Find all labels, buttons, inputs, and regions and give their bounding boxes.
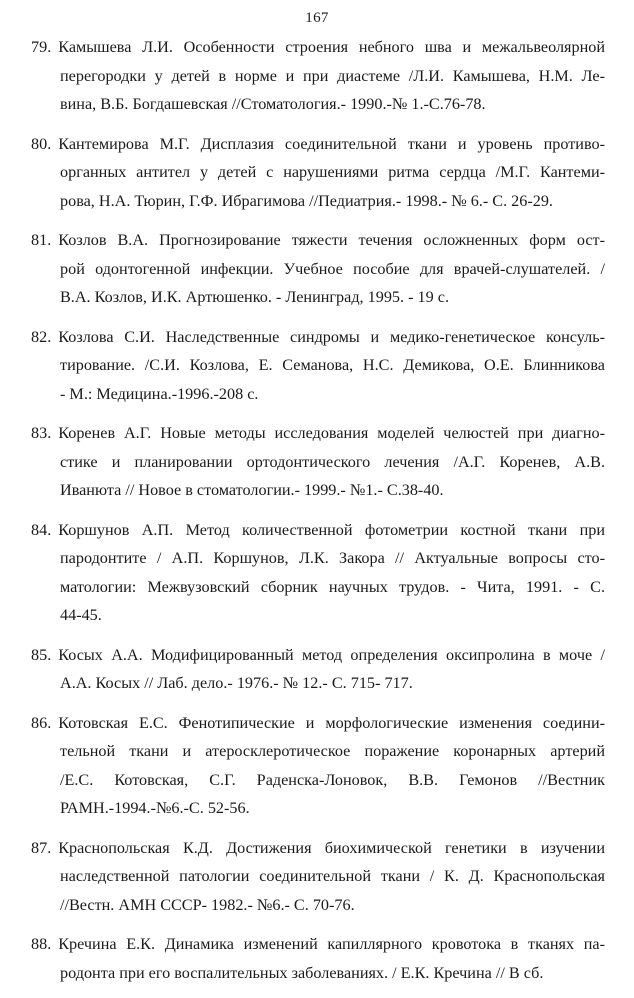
reference-text: Коренев А.Г. Новые методы исследования моделей челюстей при диагно-: [58, 424, 605, 442]
reference-entry: [31, 516, 605, 630]
reference-text: Краснопольская К.Д. Достижения биохимической генетики в изучении: [58, 838, 605, 857]
reference-number: 87.: [31, 838, 52, 857]
reference-first-line: [31, 226, 605, 255]
reference-continuation-line: тирование. /С.И. Козлова, Е. Семанова, Н.С. Демикова, О.Е. Блинникова: [60, 356, 605, 374]
reference-continuation-line: 44-45.: [60, 606, 102, 624]
reference-text: Кречина Е.К. Динамика изменений капиллярного кровотока в тканях па-: [58, 935, 605, 953]
reference-first-line: [31, 419, 605, 448]
reference-number: 84.: [31, 520, 52, 539]
reference-text: Котовская Е.С. Фенотипические и морфологические изменения соедини-: [58, 713, 605, 732]
reference-continuation-line: пародонтите / А.П. Коршунов, Л.К. Закора // Актуальные вопросы сто-: [60, 549, 605, 567]
reference-text: Косых А.А. Модифицированный метод определения оксипролина в моче /: [58, 645, 605, 664]
reference-first-line: [31, 930, 605, 959]
reference-continuation-line: матологии: Межвузовский сборник научных трудов. - Чита, 1991. - С.: [60, 577, 605, 596]
reference-first-line: [31, 33, 605, 62]
reference-first-line: [31, 641, 605, 670]
reference-number: 86.: [31, 713, 52, 732]
reference-number: 81.: [31, 231, 52, 249]
reference-number: 85.: [31, 645, 52, 664]
reference-text: Коршунов А.П. Метод количественной фотометрии костной ткани при: [58, 520, 605, 539]
reference-continuation-line: стике и планировании ортодонтического лечения /А.Г. Коренев, А.В.: [60, 452, 605, 471]
reference-continuation-line: - М.: Медицина.-1996.-208 с.: [60, 384, 259, 403]
reference-continuation-line: РАМН.-1994.-№6.-С. 52-56.: [60, 799, 250, 817]
reference-first-line: [31, 709, 605, 738]
reference-text: Камышева Л.И. Особенности строения небного шва и межальвеолярной: [58, 38, 605, 56]
page-number: 167: [305, 10, 329, 26]
reference-entry: [31, 419, 605, 505]
reference-text: Козлова С.И. Наследственные синдромы и медико-генетическое консуль-: [58, 327, 605, 346]
reference-entry: [31, 130, 605, 216]
reference-number: 80.: [31, 134, 52, 153]
reference-entry: [31, 930, 605, 987]
reference-entry: [31, 641, 605, 698]
reference-first-line: [31, 516, 605, 545]
reference-continuation-line: наследственной патологии соединительной ткани / К. Д. Краснопольская: [60, 867, 605, 885]
reference-number: 88.: [31, 935, 52, 953]
reference-continuation-line: вина, В.Б. Богдашевская //Стоматология.- 1990.-№ 1.-С.76-78.: [60, 95, 486, 113]
reference-list: [31, 33, 605, 998]
reference-first-line: [31, 323, 605, 352]
reference-continuation-line: тельной ткани и атеросклеротическое поражение коронарных артерий: [60, 742, 605, 760]
reference-continuation-line: /Е.С. Котовская, С.Г. Раденска-Лоновок, В.В. Гемонов //Вестник: [60, 770, 605, 789]
reference-first-line: [31, 130, 605, 159]
reference-continuation-line: В.А. Козлов, И.К. Артюшенко. - Ленинград, 1995. - 19 с.: [60, 288, 450, 306]
reference-continuation-line: перегородки у детей в норме и при диастеме /Л.И. Камышева, Н.М. Ле-: [60, 66, 605, 85]
reference-entry: [31, 33, 605, 119]
reference-continuation-line: //Вестн. АМН СССР- 1982.- №6.- С. 70-76.: [60, 895, 355, 914]
reference-entry: [31, 226, 605, 312]
reference-entry: [31, 834, 605, 920]
reference-continuation-line: рой одонтогенной инфекции. Учебное пособие для врачей-слушателей. /: [60, 259, 605, 278]
reference-entry: [31, 709, 605, 823]
reference-number: 83.: [31, 424, 52, 442]
reference-continuation-line: А.А. Косых // Лаб. дело.- 1976.- № 12.- С. 715- 717.: [60, 674, 413, 692]
reference-number: 82.: [31, 327, 52, 346]
reference-first-line: [31, 834, 605, 863]
reference-text: Кантемирова М.Г. Дисплазия соединительной ткани и уровень противо-: [58, 134, 605, 153]
reference-continuation-line: органных антител у детей с нарушениями ритма сердца /М.Г. Кантеми-: [60, 163, 605, 181]
reference-entry: [31, 323, 605, 409]
reference-number: 79.: [31, 38, 52, 56]
reference-text: Козлов В.А. Прогнозирование тяжести течения осложненных форм ост-: [58, 231, 605, 249]
reference-continuation-line: родонта при его воспалительных заболеваниях. / Е.К. Кречина // В сб.: [60, 963, 544, 982]
reference-continuation-line: рова, Н.А. Тюрин, Г.Ф. Ибрагимова //Педиатрия.- 1998.- № 6.- С. 26-29.: [60, 191, 553, 210]
reference-continuation-line: Иванюта // Новое в стоматологии.- 1999.- №1.- С.38-40.: [60, 481, 444, 499]
